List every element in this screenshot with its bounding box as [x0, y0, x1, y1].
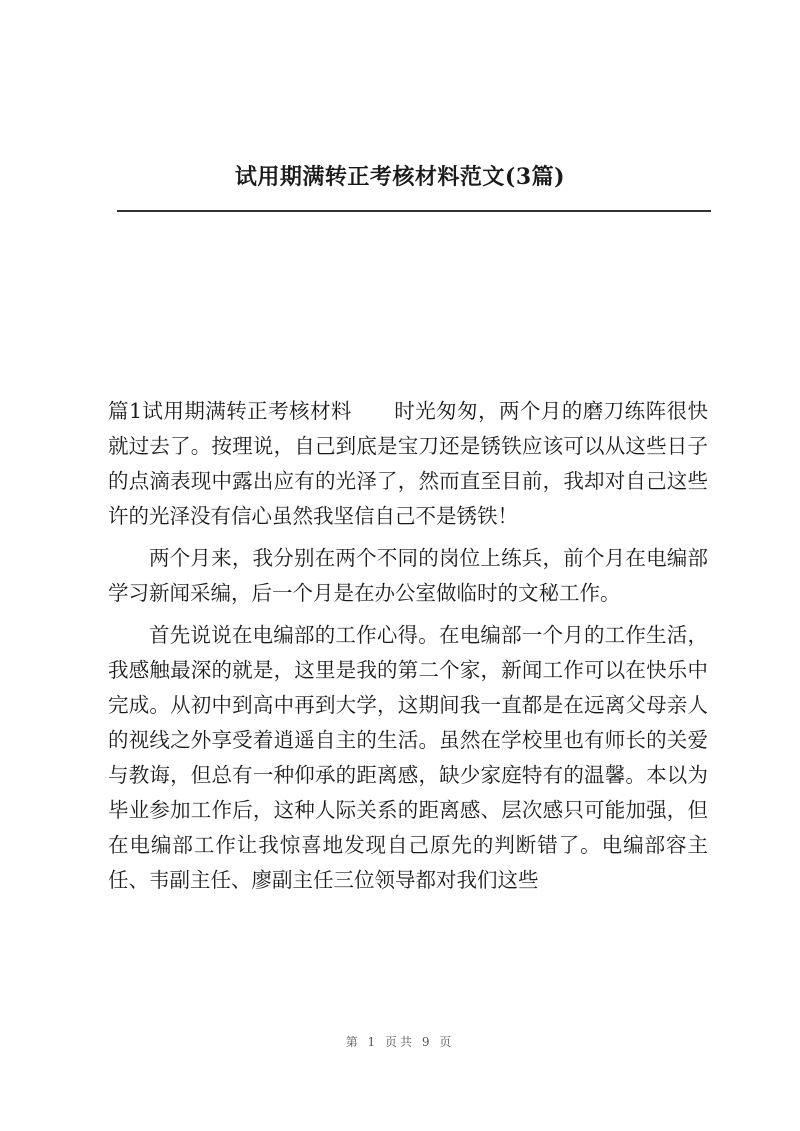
document-title: 试用期满转正考核材料范文(3篇)	[234, 164, 566, 190]
section-heading: 篇1试用期满转正考核材料	[108, 399, 352, 423]
paragraph-1	[108, 394, 708, 534]
paragraph-text: 时光匆匆，两个月的磨刀练阵很快就过去了。按理说，自己到底是宝刀还是锈铁应该可以从这些日子的点滴表现中露出应有的光泽了，然而直至目前，我却对自己这些许的光泽没有信心虽然我坚信自己不是锈铁！	[108, 399, 708, 528]
paragraph-3: 首先说说在电编部的工作心得。在电编部一个月的工作生活，我感触最深的就是，这里是我的第二个家，新闻工作可以在快乐中完成。从初中到高中再到大学，这期间我一直都是在远离父母亲人的视线之外享受着逍遥自主的生活。虽然在学校里也有师长的关爱与教诲，但总有一种仰承的距离感，缺少家庭特有的温馨。本以为毕业参加工作后，这种人际关系的距离感、层次感只可能加强，但在电编部工作让我惊喜地发现自己原先的判断错了。电编部容主任、韦副主任、廖副主任三位领导都对我们这些	[108, 623, 708, 892]
paragraph-2: 两个月来，我分别在两个不同的岗位上练兵，前个月在电编部学习新闻采编，后一个月是在办公室做临时的文秘工作。	[108, 546, 708, 605]
title-underline	[117, 210, 711, 212]
page-footer: 第 1 页共 9 页	[345, 1035, 455, 1049]
document-body	[108, 394, 708, 905]
